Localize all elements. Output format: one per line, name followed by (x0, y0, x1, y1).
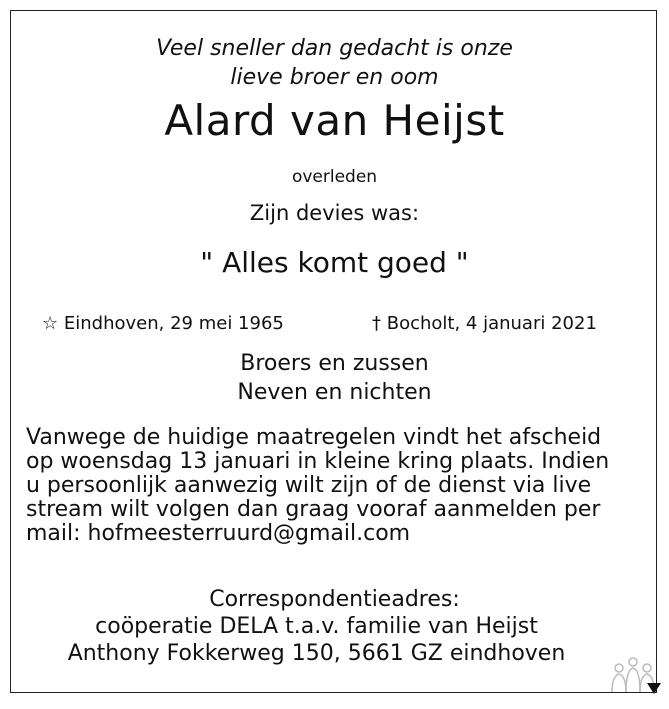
status-text: overleden (291, 167, 378, 187)
correspondence-line-1: coöperatie DELA t.a.v. familie van Heijst (95, 614, 538, 639)
announcement-line: stream wilt volgen dan graag vooraf aanmelden per (26, 497, 601, 522)
intro-line-1: Veel sneller dan gedacht is onze (156, 36, 513, 61)
cross-icon: † (372, 313, 381, 334)
announcement-line: Vanwege de huidige maatregelen vindt het afscheid (26, 425, 602, 450)
birth-text: Eindhoven, 29 mei 1965 (63, 313, 284, 334)
star-icon: ☆ (42, 313, 59, 334)
deceased-name: Alard van Heijst (164, 96, 505, 145)
announcement-email-line[interactable]: mail: hofmeesterruurd@gmail.com (26, 521, 411, 546)
correspondence-label: Correspondentieadres: (209, 587, 460, 612)
arrow-down-icon[interactable] (647, 683, 661, 695)
family-line-2: Neven en nichten (237, 380, 432, 405)
family-line-1: Broers en zussen (240, 351, 429, 376)
announcement-line: u persoonlijk aanwezig wilt zijn of de dienst via live (26, 473, 592, 498)
intro-line-2: lieve broer en oom (230, 65, 439, 90)
correspondence-line-2: Anthony Fokkerweg 150, 5661 GZ eindhoven (67, 641, 566, 666)
motto-label: Zijn devies was: (249, 201, 420, 225)
death-text: Bocholt, 4 januari 2021 (386, 313, 597, 334)
announcement-line: op woensdag 13 januari in kleine kring plaats. Indien (26, 449, 610, 474)
motto-text: " Alles komt goed " (200, 246, 469, 279)
death-info (372, 313, 597, 334)
announcement-paragraph (26, 426, 656, 546)
birth-info (42, 313, 284, 334)
